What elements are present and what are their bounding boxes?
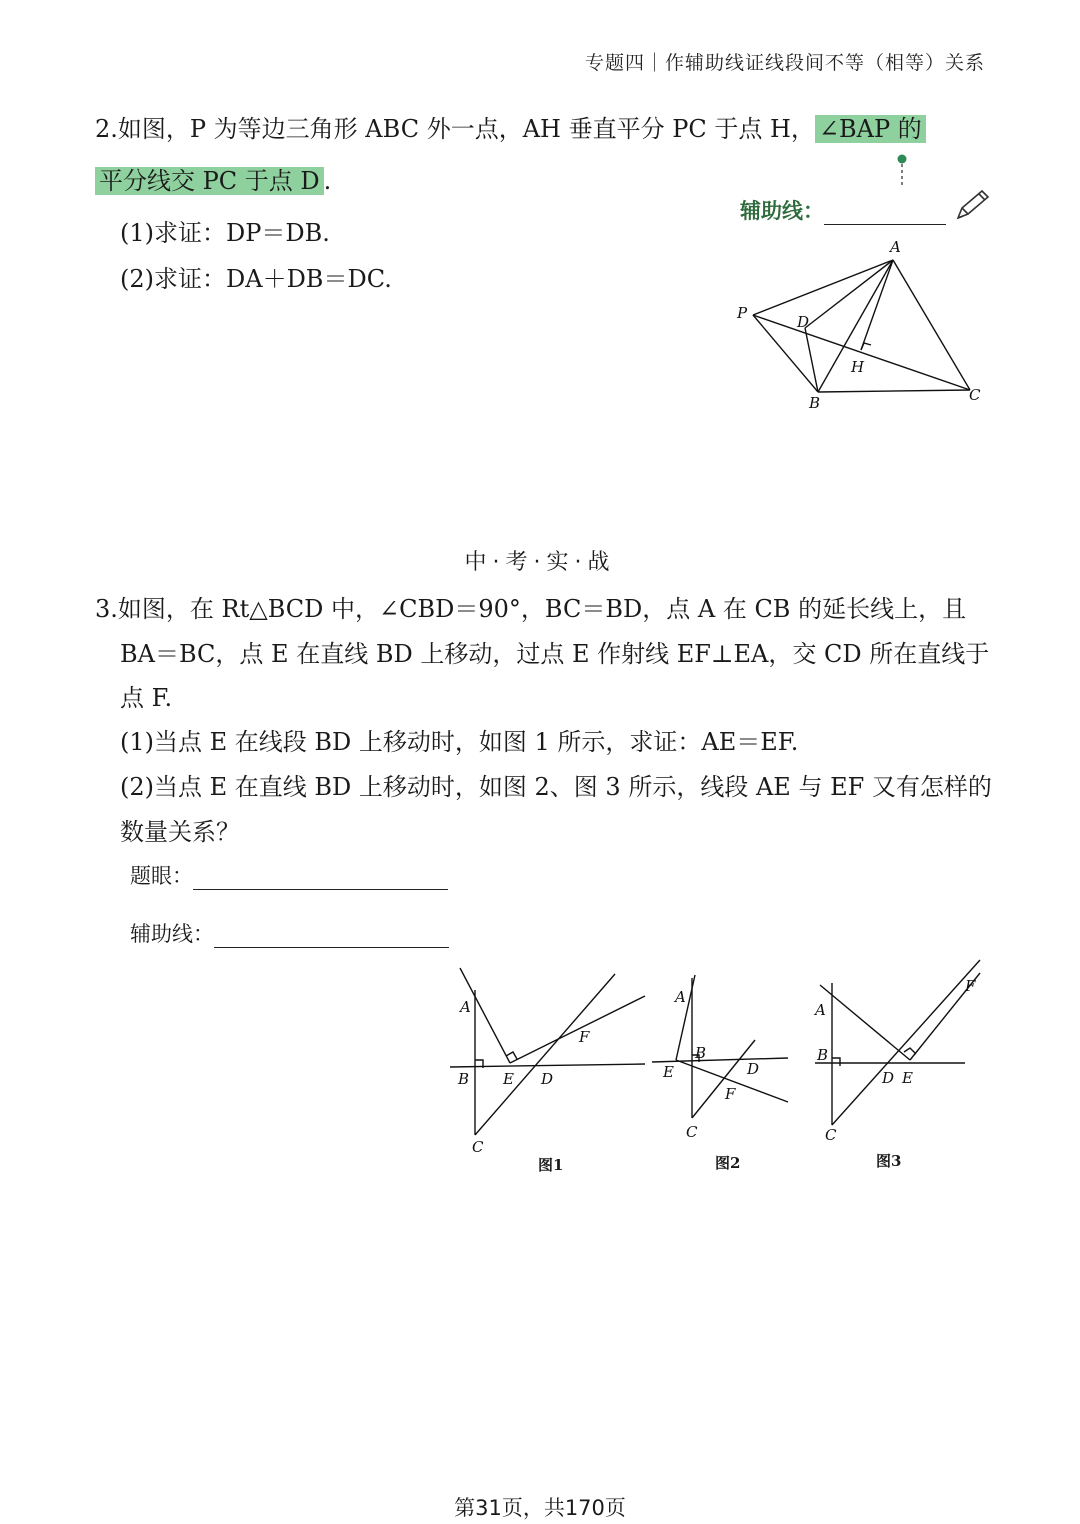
- fig3-label-A: A: [815, 1001, 826, 1019]
- fig2-label-A-3: A: [675, 988, 686, 1006]
- problem3-eye-label: 题眼：: [130, 864, 193, 888]
- fig1-label-D: D: [541, 1070, 554, 1088]
- problem3-line3: 点 F.: [120, 684, 173, 712]
- problem2-line1: [95, 112, 926, 146]
- page-header: 专题四｜作辅助线证线段间不等（相等）关系: [584, 52, 985, 74]
- fig2-label-H: H: [851, 358, 865, 376]
- problem3-question-2b: 数量关系？: [120, 818, 240, 846]
- fig3-label-B: B: [817, 1046, 829, 1064]
- problem3-aux-line: [130, 918, 449, 948]
- problem3-line1: 3.如图，在 Rt△BCD 中，∠CBD＝90°，BC＝BD，点 A 在 CB 的延长线上，且: [95, 595, 967, 623]
- fig1-label-A: A: [460, 998, 471, 1016]
- problem3-question-2a: (2)当点 E 在直线 BD 上移动时，如图 2、图 3 所示，线段 AE 与 EF 又有怎样的: [120, 773, 992, 801]
- fig1-label-B: B: [458, 1070, 470, 1088]
- annotation-connector: [890, 150, 920, 192]
- problem3-eye-line: [130, 860, 448, 890]
- problem3-eye-blank[interactable]: [193, 865, 448, 890]
- fig2-label-P: P: [737, 304, 748, 322]
- problem2-highlight-1: ∠BAP 的: [815, 115, 926, 143]
- fig2-label-B: B: [809, 394, 821, 412]
- problem2-question-2: (2)求证：DA＋DB＝DC.: [120, 265, 392, 293]
- figure-1-caption: 图1: [538, 1156, 564, 1174]
- page-footer: 第31页，共170页: [454, 1496, 626, 1520]
- problem2-aux-blank[interactable]: [824, 202, 946, 225]
- figure-1: [445, 960, 650, 1160]
- fig2-label-E-3: E: [663, 1063, 674, 1081]
- problem2-figure: [725, 230, 995, 415]
- figure-2: [650, 970, 795, 1150]
- fig2-label-B-3: B: [695, 1044, 707, 1062]
- problem2-line2: [95, 164, 331, 198]
- problem3-line2: BA＝BC，点 E 在直线 BD 上移动，过点 E 作射线 EF⊥EA，交 CD 所在直线于: [120, 640, 990, 668]
- problem3-question-1: (1)当点 E 在线段 BD 上移动时，如图 1 所示，求证：AE＝EF.: [120, 728, 799, 756]
- section-title: 中·考·实·战: [464, 550, 616, 575]
- problem2-question-1: (1)求证：DP＝DB.: [120, 219, 330, 247]
- fig1-label-E: E: [503, 1070, 514, 1088]
- fig2-label-A: A: [890, 238, 901, 256]
- pencil-icon: [952, 188, 992, 224]
- problem2-line2-end: .: [323, 167, 332, 195]
- figure-2-caption: 图2: [715, 1154, 741, 1172]
- problem2-highlight-2: 平分线交 PC 于点 D: [95, 167, 324, 195]
- problem3-aux-label: 辅助线：: [130, 922, 214, 946]
- fig2-label-D-3: D: [747, 1060, 760, 1078]
- fig1-label-F: F: [579, 1028, 590, 1046]
- fig3-label-E: E: [902, 1069, 913, 1087]
- fig1-label-C: C: [472, 1138, 484, 1156]
- problem3-aux-blank[interactable]: [214, 923, 449, 948]
- fig3-label-C: C: [825, 1126, 837, 1144]
- fig2-label-F-3: F: [725, 1085, 736, 1103]
- figure-3-caption: 图3: [876, 1152, 902, 1170]
- problem2-aux-label: 辅助线：: [740, 199, 824, 223]
- figure-3: [810, 955, 990, 1150]
- problem2-line1-text: 2.如图，P 为等边三角形 ABC 外一点，AH 垂直平分 PC 于点 H，: [95, 115, 815, 143]
- fig3-label-F: F: [965, 977, 976, 995]
- problem2-aux-line: [740, 195, 946, 225]
- fig2-label-D: D: [797, 313, 810, 331]
- fig2-label-C-3: C: [686, 1123, 698, 1141]
- fig2-label-C: C: [969, 386, 981, 404]
- fig3-label-D: D: [882, 1069, 895, 1087]
